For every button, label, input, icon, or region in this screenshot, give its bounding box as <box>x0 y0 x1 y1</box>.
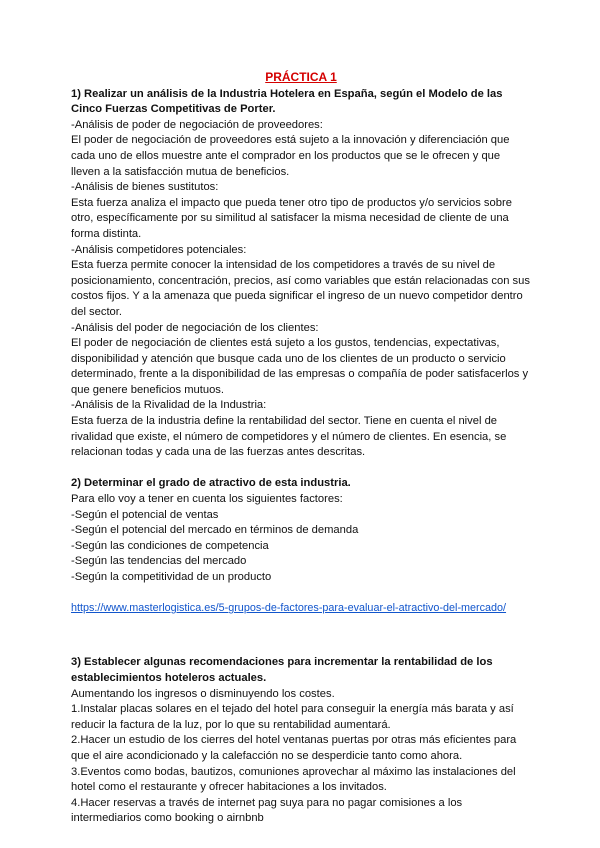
spacer <box>71 617 531 640</box>
recommendation-item: 2.Hacer un estudio de los cierres del hotel ventanas puertas por otras más eficientes para que el aire acondicionado y la calefacción no se desperdicie tanto como ahora. <box>71 734 517 762</box>
force-text: El poder de negociación de proveedores está sujeto a la innovación y diferenciación que cada uno de ellos muestre ante el comprador en los productos que se le ofrecen y que lleven a la satisfacción mutua de beneficios. <box>71 134 510 178</box>
spacer <box>71 586 531 602</box>
source-link[interactable]: https://www.masterlogistica.es/5-grupos-de-factores-para-evaluar-el-atractivo-del-mercado/ <box>71 602 507 615</box>
spacer <box>71 461 531 477</box>
factor-item: -Según el potencial del mercado en términos de demanda <box>71 524 359 537</box>
recommendation-item: 3.Eventos como bodas, bautizos, comuniones aprovechar al máximo las instalaciones del hotel como el restaurante y ofrecer habitaciones a los invitados. <box>71 765 516 794</box>
factor-item: -Según las condiciones de competencia <box>71 539 269 552</box>
factor-item: -Según las tendencias del mercado <box>71 555 247 568</box>
section-3-intro: Aumentando los ingresos o disminuyendo los costes. <box>71 687 335 700</box>
section-3-heading: 3) Establecer algunas recomendaciones para incrementar la rentabilidad de los establecimientos hoteleros actuales. <box>71 656 493 684</box>
force-label: -Análisis del poder de negociación de los clientes: <box>71 321 319 334</box>
page-title: PRÁCTICA 1 <box>265 70 337 84</box>
force-text: Esta fuerza permite conocer la intensidad de los competidores a través de su nivel de posicionamiento, concentración, precios, así como variables que están relacionadas con sus costos fijos. Y a la amenaza que pueda significar el ingreso de un nuevo competidor dentro del sector. <box>71 259 530 318</box>
force-text: Esta fuerza analiza el impacto que pueda tener otro tipo de productos y/o servicios sobre otro, específicamente por su similitud al satisfacer la misma necesidad de cliente de una forma distinta. <box>71 196 512 240</box>
force-label: -Análisis de bienes sustitutos: <box>71 181 219 194</box>
section-1-heading: 1) Realizar un análisis de la Industria Hotelera en España, según el Modelo de las Cinco Fuerzas Competitivas de Porter. <box>71 87 503 116</box>
force-label: -Análisis competidores potenciales: <box>71 243 247 256</box>
recommendation-item: 4.Hacer reservas a través de internet pag suya para no pagar comisiones a los intermediarios como booking o airnbnb <box>71 796 463 825</box>
force-text: El poder de negociación de clientes está sujeto a los gustos, tendencias, expectativas, disponibilidad y atención que busque cada uno de los clientes de un producto o servicio determinado, frente a la disponibilidad de las empresas o compañía de poder satisfacerlos y que genere beneficios mutuos. <box>71 337 529 396</box>
force-text: Esta fuerza de la industria define la rentabilidad del sector. Tiene en cuenta el nivel de rivalidad que existe, el número de competidores y el número de clientes. En esencia, se relacionan todas y cada una de las fuerzas antes descritas. <box>71 415 507 459</box>
document-page <box>71 70 531 827</box>
force-label: -Análisis de poder de negociación de proveedores: <box>71 118 323 131</box>
spacer <box>71 640 531 656</box>
section-2-intro: Para ello voy a tener en cuenta los siguientes factores: <box>71 493 343 506</box>
force-label: -Análisis de la Rivalidad de la Industria: <box>71 399 267 412</box>
section-2-heading: 2) Determinar el grado de atractivo de esta industria. <box>71 477 351 490</box>
factor-item: -Según la competitividad de un producto <box>71 571 272 583</box>
factor-item: -Según el potencial de ventas <box>71 508 219 521</box>
recommendation-item: 1.Instalar placas solares en el tejado del hotel para conseguir la energía más barata y así reducir la factura de la luz, por lo que su rentabilidad aumentará. <box>71 703 514 731</box>
